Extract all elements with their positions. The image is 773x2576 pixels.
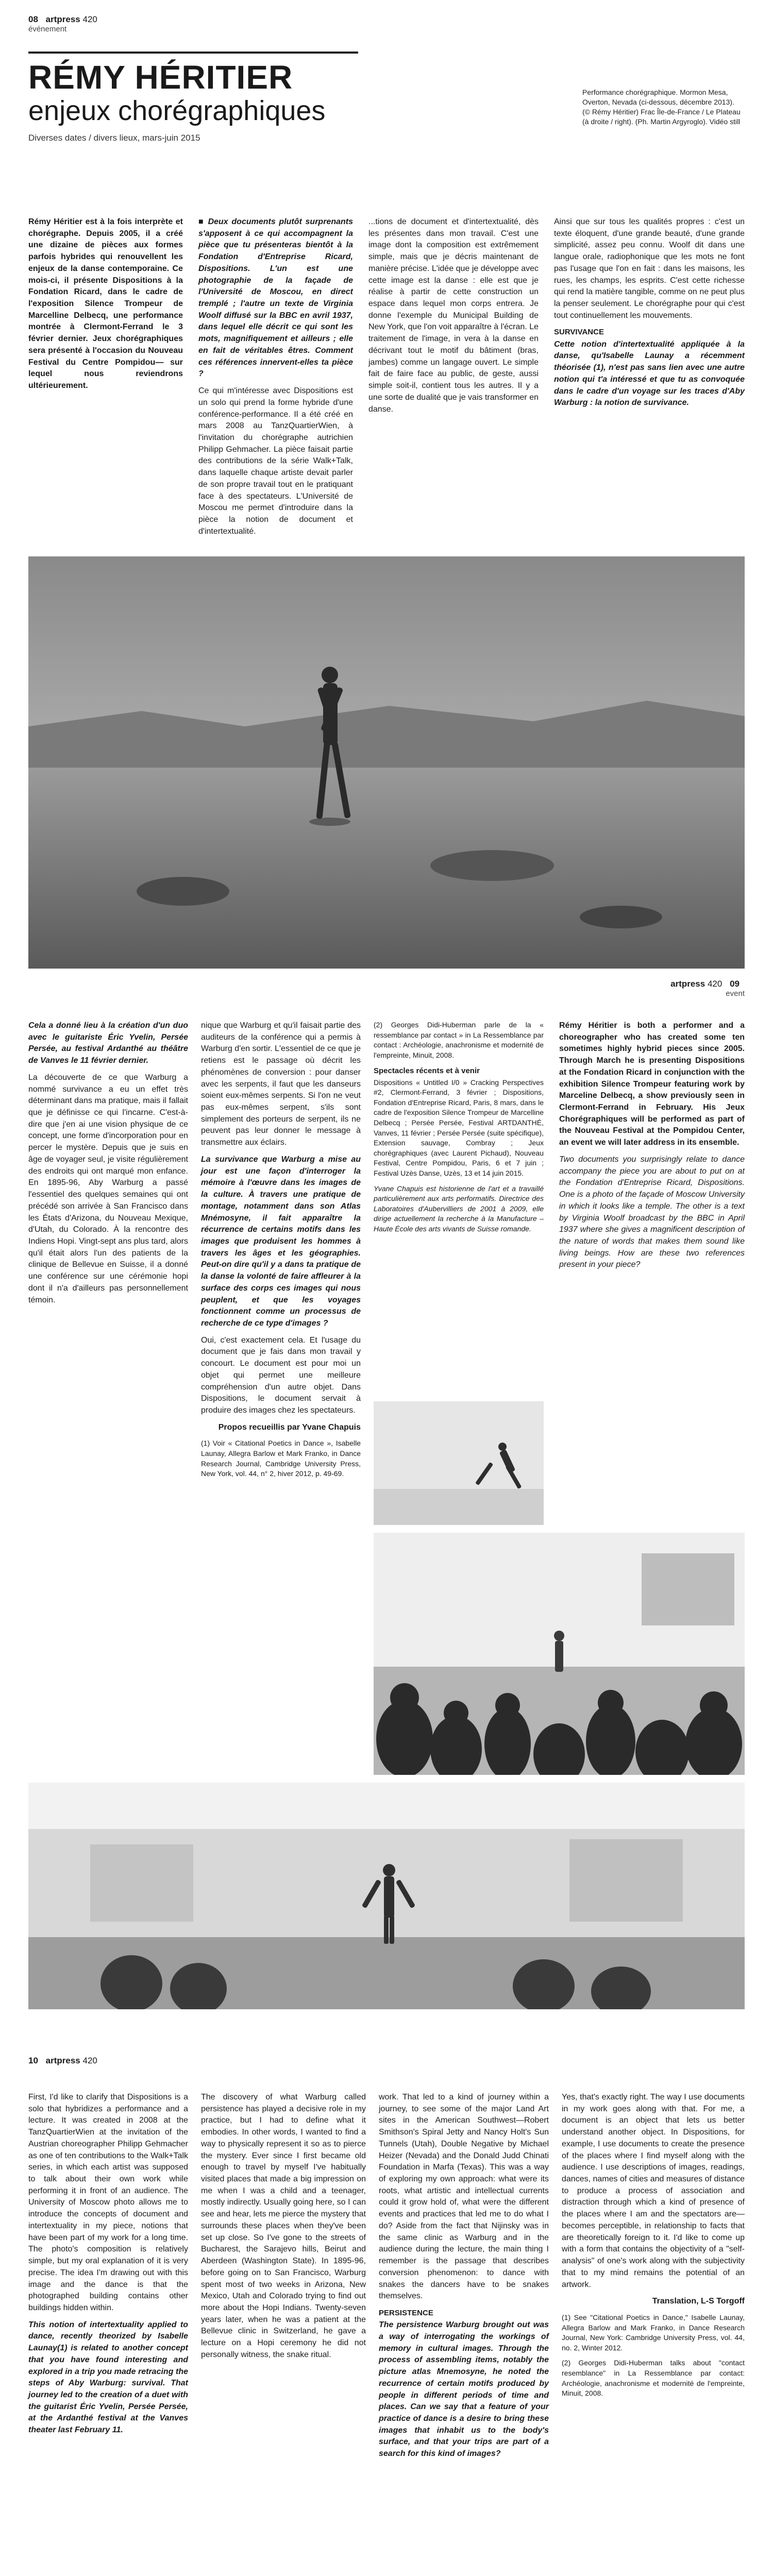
english-question-1: Two documents you surprisingly relate to dance accompany the piece you are about to put on at the Fondation d'Entreprise Ricard, Dispositions. One is a photo of the façade of Moscow University in which it looks like a temple. The other is a text by Virginia Woolf broadcast by the BBC in April 1937 where she gives a magnificent description of the nature of words that makes them sound like living beings. How are these two references present in your piece? xyxy=(559,1155,745,1269)
page-number: 08 xyxy=(28,14,38,24)
page-3 xyxy=(0,2056,773,2576)
subheading-upcoming: Spectacles récents et à venir xyxy=(374,1066,480,1076)
running-header xyxy=(28,2056,745,2076)
issue-number: 420 xyxy=(82,2056,97,2065)
intro-text: Rémy Héritier est à la fois interprète et chorégraphe. Depuis 2005, il a créé une dizaine de pièces aux formes parfois hybrides qui renouvellent les enjeux de la danse contemporaine. Ce mois-ci, il présente Dispositions à la Fondation Ricard, dans le cadre de l'exposition Silence Trompeur de Marcelline Delbecq, une performance montrée à Clermont-Ferrand le 3 février dernier. Jeux chorégraphiques sera présenté à l'occasion du Nouveau Festival du Centre Pompidou— sur lequel nous reviendrons ultérieurement. xyxy=(28,217,183,391)
column-1 xyxy=(28,2092,188,2442)
magazine-name: artpress xyxy=(670,979,705,989)
intro-column xyxy=(28,216,183,397)
question-1: ■ Deux documents plutôt surprenants s'apposent à ce qui accompagnent la pièce que tu présenteras bientôt à la Fondation d'Entreprise Ricard, Dispositions. L'un est une photographie de la façade de l'Université de Moscou, en direct tremplé ; l'autre un texte de Virginia Woolf diffusé sur la BBC en avril 1937, dans lequel elle décrit ce qui sont les mots, magnifiquement et ailleurs ; elle en fait de véritables êtres. Comment ces références innervent-elles ta pièce ? xyxy=(198,217,353,379)
english-footnote-1: (1) See "Citational Poetics in Dance," Isabelle Launay, Allegra Barlow and Mark Franko, in Dance Research Journal, New York: Cambridge University Press, vol. 44, no. 2, Winter 2012. xyxy=(562,2313,745,2352)
running-header xyxy=(28,979,745,999)
column-4 xyxy=(559,1020,745,1276)
landscape-performance-photo xyxy=(28,556,745,969)
section-label: event xyxy=(726,989,745,998)
english-footnote-2: (2) Georges Didi-Huberman talks about "contact resemblance" in La Ressemblance par contact: Archéologie, anachronisme et modernité de l'empreinte, Minuit, 2008. xyxy=(562,2359,745,2398)
studio-dance-photo xyxy=(374,1401,544,1525)
question-2: Cette notion d'intertextualité appliquée à la danse, qu'Isabelle Launay a récemment théorisée (1), n'est pas sans lien avec une autre notion qui t'a intéressé et que tu as convoquée dans le cadre d'un voyage sur les traces d'Aby Warburg : la notion de survivance. xyxy=(554,340,745,408)
column-3 xyxy=(379,2092,549,2465)
gallery-audience-photo xyxy=(374,1533,745,1775)
running-header xyxy=(28,14,745,35)
column-2 xyxy=(198,216,353,543)
magazine-name: artpress xyxy=(45,2056,80,2065)
article-subtitle: enjeux chorégraphiques xyxy=(28,95,326,126)
question-3: La survivance que Warburg a mise au jour est une façon d'interroger la mémoire à l'œuvre dans les images de la culture. À travers une pratique de montage, notamment dans son Atlas Mnémosyne, il fait apparaître la récurrence de certains motifs dans les images que produisent les hommes à travers les âges et les géographies. Peut-on dire qu'il y a dans ta pratique de la danse la volonté de faire affleurer à la surface des corps ces images qui nous peuplent, et que les voyages fonctionnent comme un processus de recherche de ce type d'images ? xyxy=(201,1155,361,1328)
author-bio: Yvane Chapuis est historienne de l'art et a travaillé particulièrement aux arts performatifs. Directrice des Laboratoires d'Aubervilliers de 2001 à 2009, elle dirige actuellement la recherche à la Manufacture – Haute École des arts vivants de Suisse romande. xyxy=(374,1184,544,1233)
column-2 xyxy=(201,1020,361,1484)
footnote-1: (1) Voir « Citational Poetics in Dance », Isabelle Launay, Allegra Barlow et Mark Franko, in Dance Research Journal, Cambridge University Press, New York, vol. 44, n° 2, hiver 2012, p. 49-69. xyxy=(201,1439,361,1478)
page-1 xyxy=(0,0,773,979)
translator-byline: Translation, L-S Torgoff xyxy=(652,2297,745,2306)
answer-1-end: Ainsi que sur tous les qualités propres : c'est un texte éloquent, d'une grande beauté, d'une grande simplicité, assez peu connu. Woolf dit dans une langue orale, radiophonique que les mots ne font pas l'usage que l'on en fait : dans les maisons, les rues, les champs, les esprits. C'est cette richesse qui rend la matière tangible, comme on ne peut plus la penser seulement. Le chorégraphe pour qui c'est tout continuellement les mouvements. xyxy=(554,217,745,320)
magazine-name: artpress xyxy=(45,14,80,24)
english-answer-1: First, I'd like to clarify that Dispositions is a solo that hybridizes a performance and a lecture. It was created in 2008 at the TanzQuartierWien at the invitation of the Austrian choreographer Philipp Gehmacher as one of ten contributions to the Walk+Talk series, in which each artist was supposed to talk about their own work while performing it in front of an audience. The University of Moscow photo allows me to introduce the concepts of document and intertextuality in my piece, notions that have been part of my work for a long time. The photo's composition is relatively simple, but my oral explanation of it is very precise. The idea I'm drawing out with this image and the dance is that the photographed building contains other buildings hidden within. xyxy=(28,2093,188,2312)
answer-2-continued: nique que Warburg et qu'il faisait partie des auditeurs de la conférence qui a permis à Warburg d'en sortir. L'essentiel de ce que je retiens est le passage où décrit les phénomènes de conversion : pour danser avec les serpents, il faut que les danseurs soient eux-mêmes serpents. Si l'on ne veut pas eux-mêmes serpent, s'ils sont simplement des porteurs de serpent, ils ne peuvent pas leur donner le message à transmettre aux éclairs. xyxy=(201,1021,361,1147)
answer-1: Ce qui m'intéresse avec Dispositions est un solo qui prend la forme hybride d'une conférence-performance. Il a été créé en mars 2008 au TanzQuartierWien, à l'invitation du chorégraphe autrichien Philipp Gehmacher. La pièce faisait partie des contributions de la série Walk+Talk, dans laquelle chaque artiste devait parler de son propre travail tout en le pratiquant face à des spectateurs. L'Université de Moscou me permet d'introduire dans la pièce la notion de document et d'intertextualité. xyxy=(198,386,353,536)
column-2 xyxy=(201,2092,366,2366)
english-question-2: This notion of intertextuality applied to dance, recently theorized by Isabelle Launay(1) is related to another concept that you have found interesting and explored in a trip you made retracing the steps of Aby Warburg: survival. That journey led to the creation of a duet with the guitarist Éric Yvelin, Persée Persée, at the Ardanthé festival at the Vanves theater last February 11. xyxy=(28,2320,188,2435)
article-title: RÉMY HÉRITIER xyxy=(28,59,293,96)
page-number: 09 xyxy=(730,979,740,989)
answer-3: Oui, c'est exactement cela. Et l'usage du document que je fais dans mon travail y concourt. Le document est pour moi un objet qui permet une meilleure compréhension d'un autre objet. Dans Dispositions, le document servait à produire des images chez les spectateurs. xyxy=(201,1335,361,1415)
performance-list: Dispositions « Untitled I/0 » Cracking Perspectives #2, Clermont-Ferrand, 3 février ; Dispositions, Fondation d'Entreprise Ricard, Paris, 8 mars, dans le cadre de l'exposition Silence Trompeur de Marcelline Delbecq ; Persée Persée, Festival ARTDANTHÉ, Vanves, 11 février ; Persée Persée (suite spécifique), Extension sauvage, Combray ; Jeux chorégraphiques (avec Laurent Pichaud), Nouveau Festival, Centre Pompidou, Paris, 6 et 7 juin ; Festival Uzès Danse, Uzès, 13 et 14 juin 2015. xyxy=(374,1078,544,1178)
column-1 xyxy=(28,1020,188,1311)
issue-number: 420 xyxy=(707,979,722,989)
event-dates: Diverses dates / divers lieux, mars-juin 2015 xyxy=(28,133,200,143)
english-question-3: The persistence Warburg brought out was a way of interrogating the workings of memory in cultural images. Through the process of assembling items, notably the picture atlas Mnemosyne, he noted the recurrence of certain motifs produced by people in different periods of time and places. Can we say that a feature of your practice of dance is a desire to bring these images that inhabit us to the body's surface, and that your trips are part of a search for this kind of images? xyxy=(379,2320,549,2459)
english-intro: Rémy Héritier is both a performer and a choreographer who has created some ten sometimes highly hybrid pieces since 2005. Through March he is presenting Dispositions at the Fondation Ricard in conjunction with the exhibition Silence Trompeur featuring work by Marceline Delbecq, a show previously seen in Clermont-Ferrand in February. His Jeux Chorégraphiques will be performed as part of the Nouveau Festival at the Pompidou Center, an event we will later address in its ensemble. xyxy=(559,1021,745,1147)
gallery-wide-photo xyxy=(28,1783,745,2009)
issue-number: 420 xyxy=(82,14,97,24)
interviewer-byline: Propos recueillis par Yvane Chapuis xyxy=(218,1422,361,1432)
title-rule xyxy=(28,52,358,54)
column-3 xyxy=(368,216,539,420)
photo-caption: Performance chorégraphique. Mormon Mesa, Overton, Nevada (ci-dessous, décembre 2013). (© Rémy Héritier) Frac Île-de-France / Le Plateau (à droite / right). (Ph. Martin Argyroglo). Vidéo still xyxy=(582,88,741,126)
column-4 xyxy=(562,2092,745,2404)
page-2 xyxy=(0,979,773,2020)
subheading-persistence: PERSISTENCE xyxy=(379,2308,433,2317)
answer-2: La découverte de ce que Warburg a nommé survivance a eu un effet très déterminant dans ma pratique, mais il fallait que je définisse ce qui l'incarne. C'est-à-dire que j'en ai une vision physique de ce concept, une forme d'incorporation pour en percer le mystère. Depuis que je suis en âge de voyager seul, je visite régulièrement des endroits qui ont marqué mon enfance. En 1895-96, Aby Warburg a passé l'essentiel des quelques semaines qui ont précédé son arrivée à San Francisco dans les États d'Arizona, du Nouveau Mexique, d'Utah, du Colorado. À la rencontre des Indiens Hopi. Vingt-sept ans plus tard, alors qu'il était alors l'un des patients de la clinique de Bellevue en Suisse, il a donné une conférence sur une cérémonie hopi dont il n'a d'ailleurs pas personnellement témoin. xyxy=(28,1073,188,1304)
english-answer-2: The discovery of what Warburg called persistence has played a decisive role in my practice, but I had to define what it embodies. In other words, I wanted to find a way to physically represent it so as to pierce the mystery. Ever since I first became old enough to travel by myself I've habitually visited places that made a big impression on me when I was a child and a teenager, mostly indirectly. Usually going here, so I can see and hear, lets me pierce the mystery that surrounds these places when they've been set up close. So I've gone to the streets of Bucharest, the Sarajevo hills, Beirut and Aberdeen (Washington State). In 1895-96, before going on to San Francisco, Warburg spent most of two weeks in Arizona, New Mexico, Utah and Colorado trying to find out more about the Hopi Indians. Twenty-seven years later, when he was a patient at the Bellevue clinic in Switzerland, he gave a lecture on a Hopi ceremony he did not personally witness, the snake ritual. xyxy=(201,2093,366,2359)
question-2-continued: Cela a donné lieu à la création d'un duo avec le guitariste Éric Yvelin, Persée Persée, au festival Ardanthé au théâtre de Vanves le 11 février dernier. xyxy=(28,1021,188,1065)
english-answer-2-continued: work. That led to a kind of journey within a journey, to see some of the major Land Art sites in the American Southwest—Robert Smithson's Spiral Jetty and Nancy Holt's Sun Tunnels (Utah), Double Negative by Michael Heizer (Nevada) and the Donald Judd Chinati Foundation in Marfa (Texas). This was a way of exploring my own approach: what were its roots, what artistic and intellectual currents could it grow hold of, what were the different events and practices that led me to do what I do? Aside from the fact that Nijinsky was in the same clinic as Warburg and in the audience during the lecture, the main thing I remember is the passage that describes conversion phenomenon: to dance with snakes the dancers have to be snakes themselves. xyxy=(379,2093,549,2301)
subheading-survivance: SURVIVANCE xyxy=(554,328,604,337)
column-3 xyxy=(374,1020,544,1240)
section-label: événement xyxy=(28,25,67,33)
page-number: 10 xyxy=(28,2056,38,2065)
footnote-2: (2) Georges Didi-Huberman parle de la « ressemblance par contact » in La Ressemblance par contact : Archéologie, anachronisme et modernité de l'empreinte, Minuit, 2008. xyxy=(374,1021,544,1059)
column-4 xyxy=(554,216,745,414)
answer-1-continued: ...tions de document et d'intertextualité, dès les présentes dans mon travail. C'est une image dont la composition est extrêmement simple, mais que je décris maintenant de manière précise. L'idée que je développe avec cette image est la danse : elle est que je réalise à partir de cette construction un espace dans lequel mon corps entrera. Je donne l'exemple du Municipal Building de New York, que l'on voit apparaître à l'écran. Le traitement de l'image, in vera à la danse en décrivant tout le motif du bâtiment (bras, jambes) comme un langage ouvert. Le simple fait de faire face au public, de geste, aussi simple soit-il, contient tous les autres. Il y a une sorte de dualité que je vais transformer en danse. xyxy=(368,217,539,414)
english-answer-3: Yes, that's exactly right. The way I use documents in my work goes along with that. For me, a document is an object that lets us better understand another object. In Dispositions, for example, I use documents to create the presence of the places where I find myself along with the audience. I use descriptions of images, readings, dances, names of cities and measures of distance to produce a process of association and distraction through which a kind of presence of the places where I am and the spectators are—becomes perceptible, in relationship to facts that are theoretically foreign to it. I'd like to come up with a form that contains the objectivity of a "self-analysis" of one's work along with the subjectivity that to my mind remains the potential of an artwork. xyxy=(562,2093,745,2289)
